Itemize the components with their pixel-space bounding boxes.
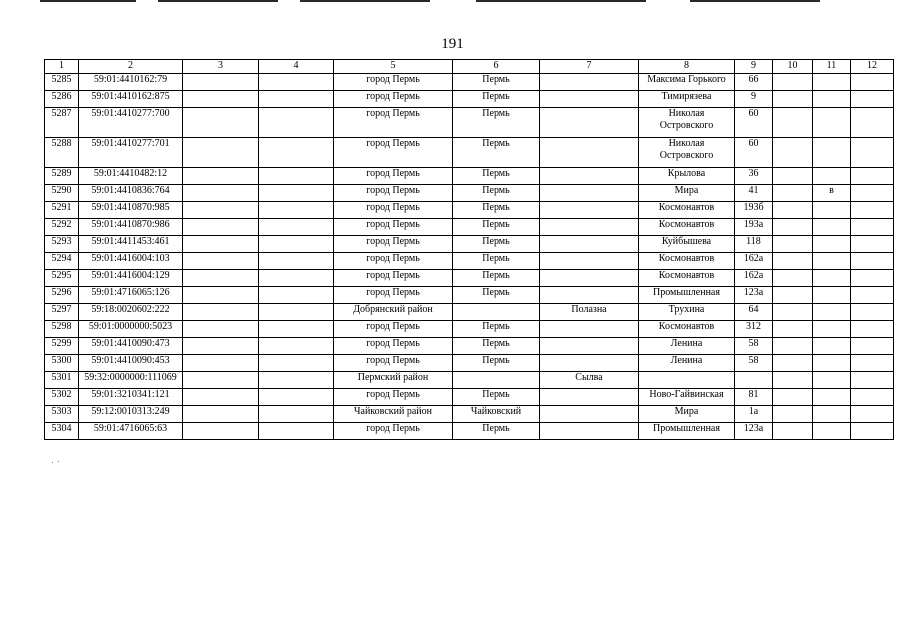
table-cell: Пермь — [453, 168, 540, 185]
table-cell — [259, 236, 334, 253]
table-cell: 59:01:4716065:126 — [79, 287, 183, 304]
table-cell — [813, 338, 851, 355]
table-cell — [773, 270, 813, 287]
table-row — [45, 338, 894, 355]
table-cell — [813, 423, 851, 440]
table-cell — [183, 287, 259, 304]
table-cell: 58 — [735, 355, 773, 372]
table-row — [45, 321, 894, 338]
column-header: 12 — [851, 60, 894, 74]
table-cell — [259, 321, 334, 338]
table-cell — [183, 355, 259, 372]
table-cell — [183, 423, 259, 440]
table-cell — [773, 338, 813, 355]
table-cell — [540, 74, 639, 91]
table-row — [45, 389, 894, 406]
table-cell: Пермь — [453, 74, 540, 91]
table-cell — [773, 406, 813, 423]
table-cell: город Пермь — [334, 338, 453, 355]
table-cell — [773, 219, 813, 236]
table-cell: 59:01:4410090:453 — [79, 355, 183, 372]
table-row — [45, 91, 894, 108]
table-cell: город Пермь — [334, 270, 453, 287]
table-cell — [773, 423, 813, 440]
table-cell: 193б — [735, 202, 773, 219]
table-cell — [773, 185, 813, 202]
table-cell: Пермь — [453, 108, 540, 138]
table-cell: Пермь — [453, 253, 540, 270]
table-cell: Пермь — [453, 355, 540, 372]
table-cell: 59:01:4410162:875 — [79, 91, 183, 108]
table-cell: 59:01:4410482:12 — [79, 168, 183, 185]
table-cell: Пермь — [453, 270, 540, 287]
table-cell: 5304 — [45, 423, 79, 440]
table-cell: Ново-Гайвинская — [639, 389, 735, 406]
table-cell — [813, 389, 851, 406]
table-cell — [813, 321, 851, 338]
table-cell — [259, 108, 334, 138]
table-cell — [851, 185, 894, 202]
table-cell — [183, 253, 259, 270]
table-cell — [851, 423, 894, 440]
table-cell — [813, 236, 851, 253]
table-cell: 5286 — [45, 91, 79, 108]
table-cell — [183, 168, 259, 185]
column-header: 4 — [259, 60, 334, 74]
table-cell — [813, 74, 851, 91]
table-cell — [183, 138, 259, 168]
table-cell: Пермь — [453, 287, 540, 304]
table-cell — [259, 253, 334, 270]
table-cell — [453, 304, 540, 321]
column-header: 7 — [540, 60, 639, 74]
table-cell — [259, 338, 334, 355]
table-cell: 5300 — [45, 355, 79, 372]
table-cell — [813, 270, 851, 287]
table-cell: Крылова — [639, 168, 735, 185]
table-cell — [813, 253, 851, 270]
table-cell — [851, 168, 894, 185]
table-cell: Космонавтов — [639, 253, 735, 270]
table-cell: Ленина — [639, 338, 735, 355]
table-cell: город Пермь — [334, 74, 453, 91]
table-cell — [259, 91, 334, 108]
table-cell: Николая Островского — [639, 138, 735, 168]
table-cell: Пермь — [453, 423, 540, 440]
header-row — [45, 60, 894, 74]
table-cell: город Пермь — [334, 321, 453, 338]
table-cell: 59:01:4410870:986 — [79, 219, 183, 236]
table-cell — [183, 389, 259, 406]
table-cell — [773, 202, 813, 219]
table-cell — [773, 253, 813, 270]
table-cell: 66 — [735, 74, 773, 91]
table-cell: Максима Горького — [639, 74, 735, 91]
table-cell: город Пермь — [334, 253, 453, 270]
table-cell — [851, 372, 894, 389]
table-row — [45, 138, 894, 168]
table-cell — [851, 91, 894, 108]
table-cell: 59:01:4410836:764 — [79, 185, 183, 202]
table-cell: 59:12:0010313:249 — [79, 406, 183, 423]
table-cell — [540, 168, 639, 185]
table-cell: Пермь — [453, 202, 540, 219]
table-cell — [183, 108, 259, 138]
table-cell: Космонавтов — [639, 219, 735, 236]
table-cell — [813, 91, 851, 108]
table-cell: 5303 — [45, 406, 79, 423]
table-cell — [540, 338, 639, 355]
property-table — [44, 59, 894, 440]
table-cell: 60 — [735, 138, 773, 168]
table-row — [45, 168, 894, 185]
table-cell — [851, 202, 894, 219]
table-cell — [183, 91, 259, 108]
table-cell — [259, 389, 334, 406]
table-cell — [540, 253, 639, 270]
table-cell: 59:01:4410870:985 — [79, 202, 183, 219]
table-cell — [813, 202, 851, 219]
table-cell — [851, 253, 894, 270]
table-cell: Пермский район — [334, 372, 453, 389]
table-cell: 59:01:4416004:103 — [79, 253, 183, 270]
table-cell — [773, 355, 813, 372]
table-cell: 5297 — [45, 304, 79, 321]
table-row — [45, 202, 894, 219]
table-row — [45, 287, 894, 304]
table-cell — [851, 304, 894, 321]
table-cell: город Пермь — [334, 287, 453, 304]
table-cell: 5287 — [45, 108, 79, 138]
table-cell — [813, 138, 851, 168]
table-cell — [773, 168, 813, 185]
table-cell: Пермь — [453, 236, 540, 253]
table-cell: Чайковский — [453, 406, 540, 423]
table-cell: 312 — [735, 321, 773, 338]
table-cell: 59:01:4410277:701 — [79, 138, 183, 168]
table-row — [45, 270, 894, 287]
table-cell: 59:18:0020602:222 — [79, 304, 183, 321]
table-cell: город Пермь — [334, 389, 453, 406]
column-header: 3 — [183, 60, 259, 74]
table-cell — [259, 287, 334, 304]
table-cell — [813, 372, 851, 389]
table-cell: 59:01:4410277:700 — [79, 108, 183, 138]
table-cell — [851, 389, 894, 406]
table-cell — [183, 74, 259, 91]
table-cell: 41 — [735, 185, 773, 202]
table-cell — [540, 219, 639, 236]
table-cell — [851, 406, 894, 423]
page-number: 191 — [441, 36, 464, 52]
table-cell: 59:01:4716065:63 — [79, 423, 183, 440]
table-cell — [540, 202, 639, 219]
table-cell: 60 — [735, 108, 773, 138]
table-cell: город Пермь — [334, 108, 453, 138]
table-cell — [259, 355, 334, 372]
table-cell — [540, 355, 639, 372]
table-cell: Добрянский район — [334, 304, 453, 321]
table-cell — [183, 372, 259, 389]
table-cell: 5293 — [45, 236, 79, 253]
table-cell: 9 — [735, 91, 773, 108]
table-cell — [259, 423, 334, 440]
table-cell: 5294 — [45, 253, 79, 270]
column-header: 6 — [453, 60, 540, 74]
table-cell — [540, 423, 639, 440]
table-cell: 81 — [735, 389, 773, 406]
table-cell: 5290 — [45, 185, 79, 202]
table-cell — [851, 321, 894, 338]
table-cell — [183, 338, 259, 355]
table-cell: Николая Островского — [639, 108, 735, 138]
table-cell — [851, 219, 894, 236]
column-header: 10 — [773, 60, 813, 74]
table-cell: город Пермь — [334, 202, 453, 219]
table-cell — [259, 185, 334, 202]
table-cell: 162а — [735, 270, 773, 287]
table-cell — [773, 304, 813, 321]
table-cell — [813, 304, 851, 321]
table-cell: Промышленная — [639, 287, 735, 304]
table-cell: 59:01:3210341:121 — [79, 389, 183, 406]
table-cell: Пермь — [453, 138, 540, 168]
table-cell: 36 — [735, 168, 773, 185]
table-cell: 5288 — [45, 138, 79, 168]
table-cell — [259, 372, 334, 389]
table-cell — [259, 202, 334, 219]
table-cell — [540, 321, 639, 338]
table-cell — [540, 287, 639, 304]
table-cell — [540, 185, 639, 202]
table-row — [45, 304, 894, 321]
table-cell — [259, 304, 334, 321]
table-cell: город Пермь — [334, 91, 453, 108]
table-cell: 5296 — [45, 287, 79, 304]
table-cell: Пермь — [453, 185, 540, 202]
table-cell: Пермь — [453, 321, 540, 338]
table-cell: Чайковский район — [334, 406, 453, 423]
column-header: 2 — [79, 60, 183, 74]
scan-edge-line — [40, 0, 136, 2]
table-cell: 193а — [735, 219, 773, 236]
table-cell — [540, 91, 639, 108]
table-cell: Куйбышева — [639, 236, 735, 253]
table-cell — [813, 355, 851, 372]
table-row — [45, 236, 894, 253]
table-cell: город Пермь — [334, 219, 453, 236]
table-cell: Сылва — [540, 372, 639, 389]
table-row — [45, 423, 894, 440]
table-cell: 118 — [735, 236, 773, 253]
table-cell — [735, 372, 773, 389]
table-cell — [183, 236, 259, 253]
table-row — [45, 108, 894, 138]
table-cell: город Пермь — [334, 185, 453, 202]
table-cell — [851, 338, 894, 355]
table-cell: Трухина — [639, 304, 735, 321]
table-cell — [183, 406, 259, 423]
table-cell — [259, 168, 334, 185]
table-row — [45, 372, 894, 389]
table-cell: 59:01:0000000:5023 — [79, 321, 183, 338]
table-cell — [183, 202, 259, 219]
scan-edge-line — [476, 0, 646, 2]
table-cell: 123а — [735, 287, 773, 304]
table-row — [45, 219, 894, 236]
table-cell: 5291 — [45, 202, 79, 219]
table-cell: 5285 — [45, 74, 79, 91]
table-cell: 5292 — [45, 219, 79, 236]
column-header: 11 — [813, 60, 851, 74]
table-cell: 59:01:4410090:473 — [79, 338, 183, 355]
table-cell: Космонавтов — [639, 270, 735, 287]
table-cell — [259, 138, 334, 168]
table-cell — [813, 108, 851, 138]
table-cell: 5295 — [45, 270, 79, 287]
table-cell: Тимирязева — [639, 91, 735, 108]
column-header: 8 — [639, 60, 735, 74]
table-cell: Космонавтов — [639, 202, 735, 219]
table-cell: Мира — [639, 406, 735, 423]
table-cell — [540, 389, 639, 406]
table-cell: 5302 — [45, 389, 79, 406]
table-row — [45, 185, 894, 202]
table-cell — [773, 108, 813, 138]
table-body — [45, 74, 894, 440]
table-cell — [813, 219, 851, 236]
table-cell: 58 — [735, 338, 773, 355]
table-cell — [851, 270, 894, 287]
table-cell: 123а — [735, 423, 773, 440]
table-cell — [813, 406, 851, 423]
table-cell: 5298 — [45, 321, 79, 338]
table-row — [45, 406, 894, 423]
table-cell: 59:01:4411453:461 — [79, 236, 183, 253]
table-cell: в — [813, 185, 851, 202]
column-header: 5 — [334, 60, 453, 74]
column-header: 9 — [735, 60, 773, 74]
table-cell: 59:01:4416004:129 — [79, 270, 183, 287]
table-cell — [540, 270, 639, 287]
table-row — [45, 253, 894, 270]
table-cell: город Пермь — [334, 168, 453, 185]
scan-speck — [58, 461, 59, 462]
table-cell — [183, 270, 259, 287]
table-cell — [540, 108, 639, 138]
table-cell: Ленина — [639, 355, 735, 372]
table-cell: Пермь — [453, 338, 540, 355]
table-cell: 1а — [735, 406, 773, 423]
table-cell — [540, 236, 639, 253]
table-cell: 5299 — [45, 338, 79, 355]
table-cell: город Пермь — [334, 423, 453, 440]
table-cell — [773, 74, 813, 91]
scan-edge-line — [300, 0, 430, 2]
table-cell — [851, 287, 894, 304]
table-cell: город Пермь — [334, 138, 453, 168]
table-cell — [773, 236, 813, 253]
table-cell — [773, 372, 813, 389]
table-cell: Полазна — [540, 304, 639, 321]
table-cell — [851, 138, 894, 168]
table-cell — [183, 219, 259, 236]
table-cell: Пермь — [453, 219, 540, 236]
column-header: 1 — [45, 60, 79, 74]
table-cell — [813, 168, 851, 185]
table-cell — [851, 108, 894, 138]
table-cell — [183, 321, 259, 338]
table-cell — [851, 74, 894, 91]
table-cell: 64 — [735, 304, 773, 321]
table-cell: Промышленная — [639, 423, 735, 440]
table-cell — [540, 406, 639, 423]
table-cell: Пермь — [453, 91, 540, 108]
table-cell — [773, 287, 813, 304]
scan-speck — [52, 462, 53, 463]
table-cell — [851, 236, 894, 253]
table-cell: 59:01:4410162:79 — [79, 74, 183, 91]
scan-edge-line — [690, 0, 820, 2]
table-cell: Мира — [639, 185, 735, 202]
table-cell — [540, 138, 639, 168]
table-cell: 59:32:0000000:111069 — [79, 372, 183, 389]
table-cell: 5301 — [45, 372, 79, 389]
table-cell — [183, 185, 259, 202]
table-cell — [259, 406, 334, 423]
table-cell — [773, 91, 813, 108]
table-cell — [259, 270, 334, 287]
table-cell: 5289 — [45, 168, 79, 185]
table-cell: город Пермь — [334, 355, 453, 372]
table-cell — [259, 74, 334, 91]
table-cell: город Пермь — [334, 236, 453, 253]
table-cell: Космонавтов — [639, 321, 735, 338]
table-cell — [639, 372, 735, 389]
table-cell — [773, 321, 813, 338]
table-row — [45, 74, 894, 91]
table-cell — [773, 389, 813, 406]
table-cell — [453, 372, 540, 389]
table-cell — [851, 355, 894, 372]
table-cell — [183, 304, 259, 321]
scan-edge-line — [158, 0, 278, 2]
table-row — [45, 355, 894, 372]
table-cell: Пермь — [453, 389, 540, 406]
table-cell — [259, 219, 334, 236]
table-cell — [813, 287, 851, 304]
table-cell: 162а — [735, 253, 773, 270]
table-cell — [773, 138, 813, 168]
